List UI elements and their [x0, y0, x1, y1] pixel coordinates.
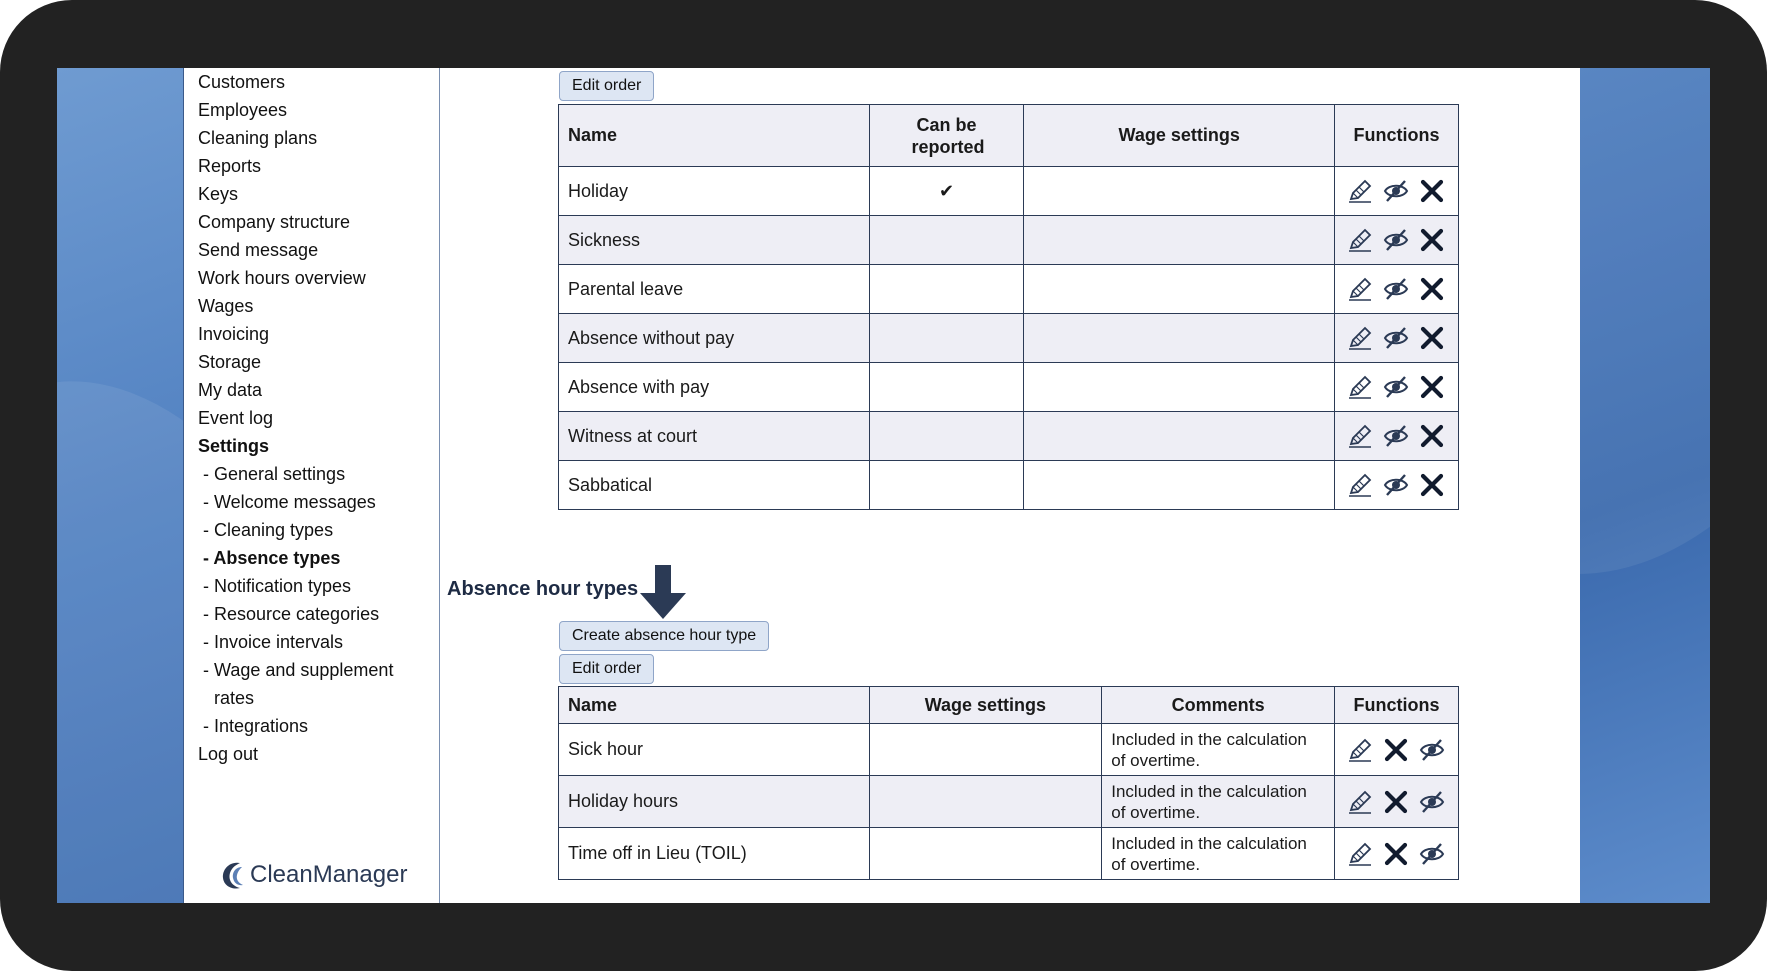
hide-eye-icon[interactable]	[1382, 471, 1410, 499]
sidebar-item-event-log[interactable]: Event log	[198, 408, 274, 428]
can-be-reported-cell	[869, 363, 1024, 412]
sidebar-item-wages[interactable]: Wages	[198, 296, 254, 316]
hide-eye-icon[interactable]	[1382, 422, 1410, 450]
functions-cell	[1334, 724, 1458, 776]
row-actions	[1344, 373, 1449, 401]
name-cell: Absence without pay	[559, 314, 870, 363]
absence-hour-types-body	[559, 724, 1459, 880]
row-actions	[1344, 736, 1449, 764]
functions-cell	[1334, 265, 1458, 314]
hide-eye-icon[interactable]	[1418, 788, 1446, 816]
functions-cell	[1334, 314, 1458, 363]
sidebar-subitem-resource-categories[interactable]: - Resource categories	[203, 604, 380, 624]
sidebar-item-customers[interactable]: Customers	[198, 72, 286, 92]
edit-pencil-icon[interactable]	[1346, 422, 1374, 450]
edit-pencil-icon[interactable]	[1346, 736, 1374, 764]
hide-eye-icon[interactable]	[1382, 373, 1410, 401]
table-header-row	[559, 105, 1459, 167]
row-actions	[1344, 275, 1449, 303]
can-be-reported-cell	[869, 216, 1024, 265]
absence-hour-types-edit-order-button[interactable]: Edit order	[559, 654, 654, 684]
checkmark-icon: ✔	[938, 180, 955, 201]
sidebar-item-my-data[interactable]: My data	[198, 380, 263, 400]
functions-cell	[1334, 412, 1458, 461]
col-header-name: Name	[559, 687, 870, 724]
can-be-reported-cell	[869, 314, 1024, 363]
table-row	[559, 724, 1459, 776]
delete-x-icon[interactable]	[1418, 177, 1446, 205]
hide-eye-icon[interactable]	[1382, 177, 1410, 205]
col-header-can-be-reported	[869, 105, 1024, 167]
edit-pencil-icon[interactable]	[1346, 788, 1374, 816]
comment-cell: Included in the calculation of overtime.	[1102, 828, 1335, 880]
row-actions	[1344, 177, 1449, 205]
col-header-wage-settings: Wage settings	[869, 687, 1102, 724]
main-content	[440, 68, 1580, 903]
functions-cell	[1334, 776, 1458, 828]
sidebar-subitem-cleaning-types[interactable]: - Cleaning types	[203, 520, 334, 540]
hide-eye-icon[interactable]	[1418, 736, 1446, 764]
sidebar-subitem-notification-types[interactable]: - Notification types	[203, 576, 352, 596]
name-cell: Holiday	[559, 167, 870, 216]
wage-settings-cell	[1024, 265, 1335, 314]
sidebar-item-cleaning-plans[interactable]: Cleaning plans	[198, 128, 318, 148]
sidebar-item-keys[interactable]: Keys	[198, 184, 239, 204]
name-cell: Absence with pay	[559, 363, 870, 412]
hide-eye-icon[interactable]	[1382, 275, 1410, 303]
col-header-comments: Comments	[1102, 687, 1335, 724]
edit-pencil-icon[interactable]	[1346, 471, 1374, 499]
name-cell: Time off in Lieu (TOIL)	[559, 828, 870, 880]
row-actions	[1344, 471, 1449, 499]
table-header-row	[559, 687, 1459, 724]
sidebar-subitem-integrations[interactable]: - Integrations	[203, 716, 309, 736]
logo-text: CleanManager	[250, 861, 408, 888]
sidebar-item-invoicing[interactable]: Invoicing	[198, 324, 270, 344]
table-row	[559, 167, 1459, 216]
name-cell: Sick hour	[559, 724, 870, 776]
wage-settings-cell	[869, 828, 1102, 880]
table-row	[559, 216, 1459, 265]
logo-mark-icon	[218, 859, 248, 891]
absence-types-table	[558, 104, 1459, 510]
wage-settings-cell	[1024, 216, 1335, 265]
sidebar-subitem-absence-types[interactable]: - Absence types	[203, 548, 341, 568]
hide-eye-icon[interactable]	[1418, 840, 1446, 868]
table-row	[559, 776, 1459, 828]
delete-x-icon[interactable]	[1418, 471, 1446, 499]
name-cell: Sickness	[559, 216, 870, 265]
down-arrow-icon	[638, 565, 688, 621]
row-actions	[1344, 422, 1449, 450]
cleanmanager-logo	[218, 855, 407, 895]
row-actions	[1344, 840, 1449, 868]
edit-pencil-icon[interactable]	[1346, 324, 1374, 352]
hide-eye-icon[interactable]	[1382, 226, 1410, 254]
wage-settings-cell	[1024, 412, 1335, 461]
wage-settings-cell	[869, 776, 1102, 828]
table-row	[559, 461, 1459, 510]
delete-x-icon[interactable]	[1382, 736, 1410, 764]
sidebar-subitem-wage-and-supplement-rates-cont[interactable]: rates	[214, 688, 255, 708]
col-header-functions: Functions	[1334, 105, 1458, 167]
delete-x-icon[interactable]	[1418, 422, 1446, 450]
comment-cell: Included in the calculation of overtime.	[1102, 724, 1335, 776]
col-header-can-be-reported-label: Can be reported	[911, 114, 985, 157]
can-be-reported-cell	[869, 167, 1024, 216]
absence-hour-types-title: Absence hour types	[447, 578, 639, 600]
can-be-reported-cell	[869, 461, 1024, 510]
app-page	[183, 68, 1580, 903]
name-cell: Parental leave	[559, 265, 870, 314]
delete-x-icon[interactable]	[1382, 840, 1410, 868]
sidebar-item-reports[interactable]: Reports	[198, 156, 262, 176]
edit-pencil-icon[interactable]	[1346, 373, 1374, 401]
functions-cell	[1334, 167, 1458, 216]
wage-settings-cell	[1024, 314, 1335, 363]
table-row	[559, 265, 1459, 314]
table-row	[559, 828, 1459, 880]
hide-eye-icon[interactable]	[1382, 324, 1410, 352]
can-be-reported-cell	[869, 412, 1024, 461]
sidebar	[184, 68, 440, 903]
col-header-functions: Functions	[1334, 687, 1458, 724]
create-absence-hour-type-button[interactable]: Create absence hour type	[559, 621, 769, 651]
sidebar-subitem-welcome-messages[interactable]: - Welcome messages	[203, 492, 376, 512]
delete-x-icon[interactable]	[1418, 275, 1446, 303]
sidebar-item-company-structure[interactable]: Company structure	[198, 212, 351, 232]
col-header-name: Name	[559, 105, 870, 167]
row-actions	[1344, 324, 1449, 352]
absence-types-body	[559, 167, 1459, 510]
wage-settings-cell	[1024, 167, 1335, 216]
sidebar-item-settings[interactable]: Settings	[198, 436, 270, 456]
wage-settings-cell	[1024, 461, 1335, 510]
functions-cell	[1334, 216, 1458, 265]
edit-pencil-icon[interactable]	[1346, 275, 1374, 303]
delete-x-icon[interactable]	[1418, 373, 1446, 401]
edit-pencil-icon[interactable]	[1346, 226, 1374, 254]
absence-hour-types-table	[558, 686, 1459, 880]
comment-cell: Included in the calculation of overtime.	[1102, 776, 1335, 828]
functions-cell	[1334, 363, 1458, 412]
col-header-wage-settings: Wage settings	[1024, 105, 1335, 167]
sidebar-item-work-hours-overview[interactable]: Work hours overview	[198, 268, 366, 288]
functions-cell	[1334, 461, 1458, 510]
name-cell: Sabbatical	[559, 461, 870, 510]
table-row	[559, 412, 1459, 461]
sidebar-item-employees[interactable]: Employees	[198, 100, 288, 120]
delete-x-icon[interactable]	[1382, 788, 1410, 816]
functions-cell	[1334, 828, 1458, 880]
row-actions	[1344, 226, 1449, 254]
absence-types-edit-order-button[interactable]: Edit order	[559, 71, 654, 101]
edit-pencil-icon[interactable]	[1346, 177, 1374, 205]
sidebar-subitem-general-settings[interactable]: - General settings	[203, 464, 346, 484]
wage-settings-cell	[869, 724, 1102, 776]
edit-pencil-icon[interactable]	[1346, 840, 1374, 868]
row-actions	[1344, 788, 1449, 816]
table-row	[559, 363, 1459, 412]
sidebar-subitem-wage-and-supplement-rates[interactable]: - Wage and supplement	[203, 660, 394, 680]
delete-x-icon[interactable]	[1418, 324, 1446, 352]
can-be-reported-cell	[869, 265, 1024, 314]
sidebar-item-storage[interactable]: Storage	[198, 352, 262, 372]
table-row	[559, 314, 1459, 363]
delete-x-icon[interactable]	[1418, 226, 1446, 254]
sidebar-item-send-message[interactable]: Send message	[198, 240, 319, 260]
wage-settings-cell	[1024, 363, 1335, 412]
sidebar-subitem-invoice-intervals[interactable]: - Invoice intervals	[203, 632, 344, 652]
name-cell: Witness at court	[559, 412, 870, 461]
sidebar-item-log-out[interactable]: Log out	[198, 744, 259, 764]
name-cell: Holiday hours	[559, 776, 870, 828]
